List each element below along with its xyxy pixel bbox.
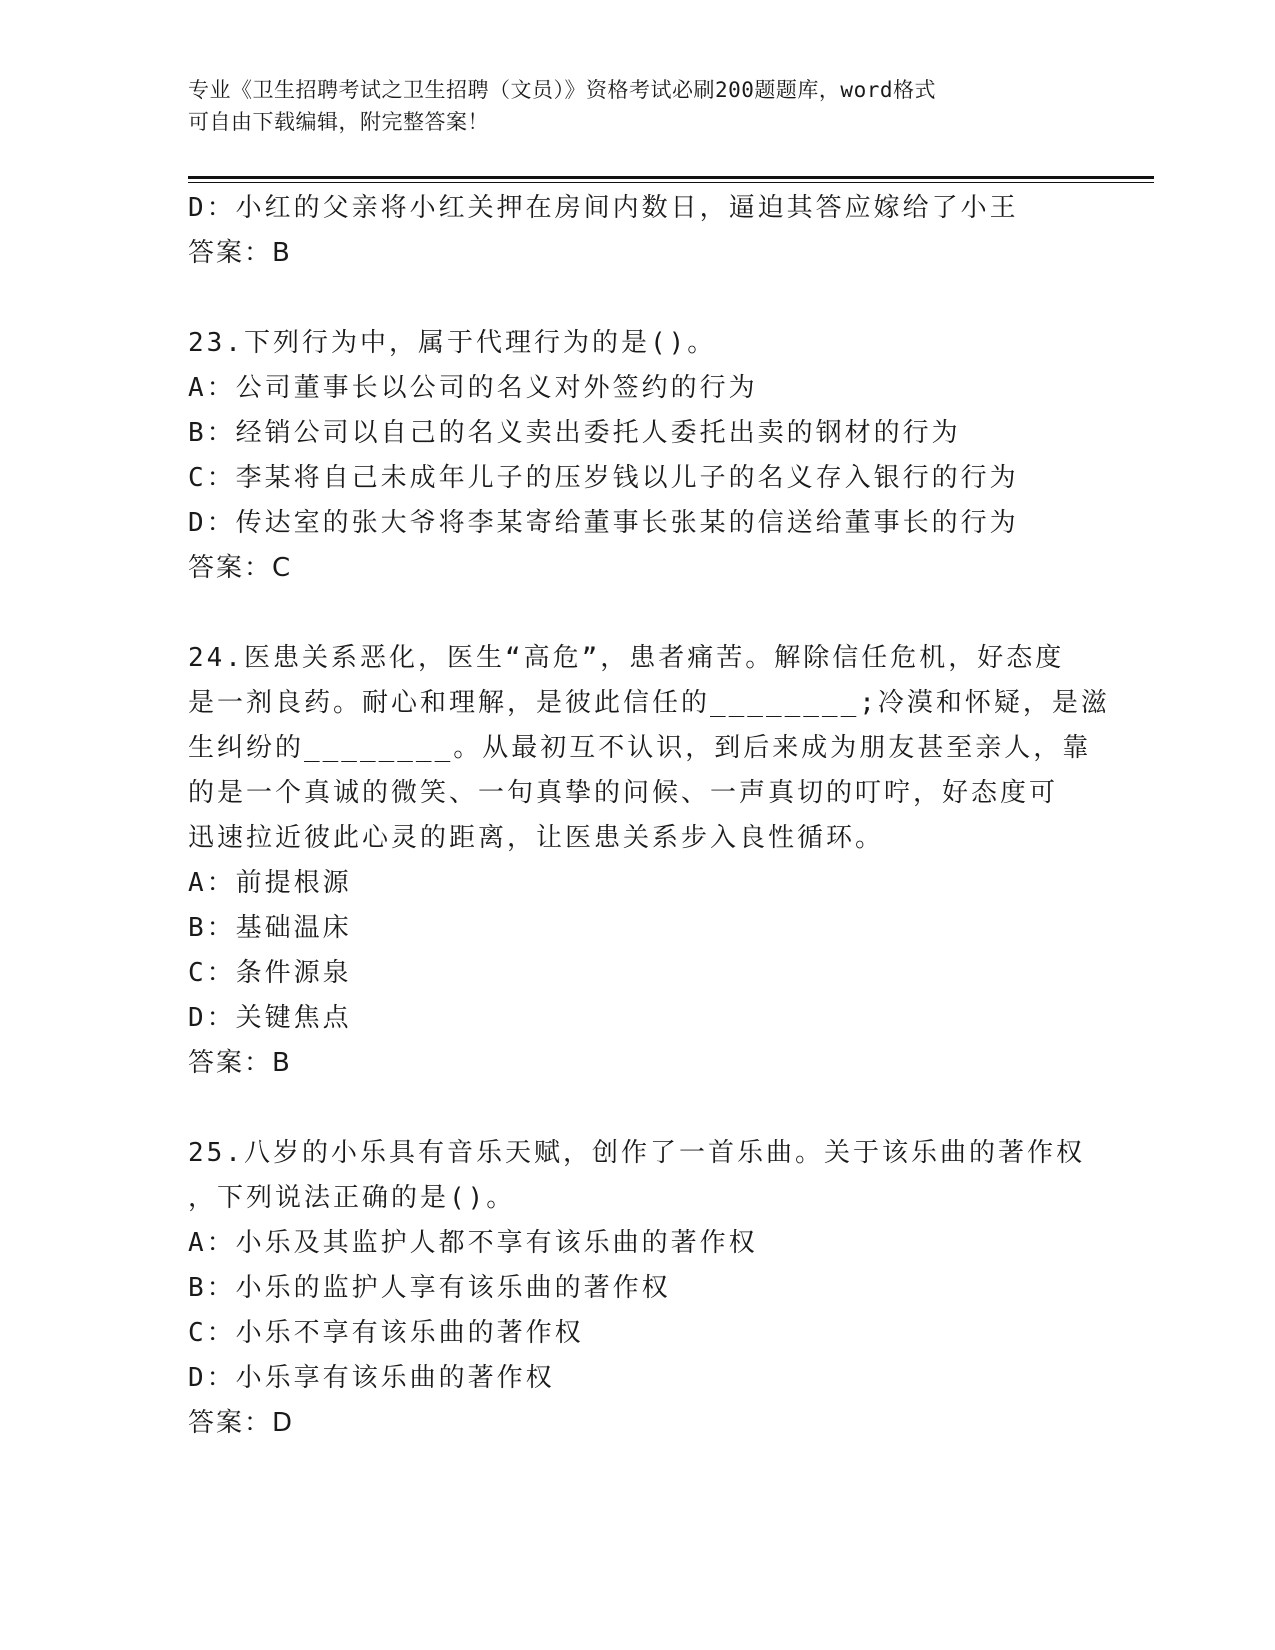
option-b: B：基础温床 [188,913,352,943]
header-divider-thick [188,176,1154,179]
question-23 [188,321,1088,591]
option-a: A：前提根源 [188,868,352,898]
option-d: D：小乐享有该乐曲的著作权 [188,1363,555,1393]
question-spacer [188,1086,1088,1131]
question-25 [188,1131,1088,1446]
option-c: C：条件源泉 [188,958,352,988]
document-header [188,74,1088,138]
question-stem-line: 迅速拉近彼此心灵的距离，让医患关系步入良性循环。 [188,823,885,853]
header-divider-thin [188,182,1154,183]
answer-line: 答案：B [188,1048,292,1078]
answer-line: 答案：D [188,1408,295,1438]
question-22-tail [188,186,1088,276]
question-spacer [188,276,1088,321]
question-spacer [188,591,1088,636]
question-stem-line: 是一剂良药。耐心和理解，是彼此信任的________;冷漠和怀疑，是滋 [188,688,1110,718]
question-content [188,186,1110,1446]
option-b: B：小乐的监护人享有该乐曲的著作权 [188,1273,671,1303]
question-stem-line: ，下列说法正确的是()。 [188,1183,516,1213]
question-stem-line: 24.医患关系恶化，医生“高危”，患者痛苦。解除信任危机，好态度 [188,643,1065,673]
question-stem-line: 的是一个真诚的微笑、一句真挚的问候、一声真切的叮咛，好态度可 [188,778,1059,808]
question-stem: 23.下列行为中，属于代理行为的是()。 [188,328,717,358]
answer-line: 答案：B [188,238,292,268]
option-b: B：经销公司以自己的名义卖出委托人委托出卖的钢材的行为 [188,418,961,448]
option-c: C：小乐不享有该乐曲的著作权 [188,1318,584,1348]
header-title-line-1: 专业《卫生招聘考试之卫生招聘（文员）》资格考试必刷200题题库，word格式 [188,78,936,102]
question-24 [188,636,1110,1086]
header-title-line-2: 可自由下载编辑，附完整答案！ [188,110,489,134]
question-stem-line: 生纠纷的________。从最初互不认识，到后来成为朋友甚至亲人，靠 [188,733,1092,763]
answer-line: 答案：C [188,553,293,583]
option-d: D：小红的父亲将小红关押在房间内数日，逼迫其答应嫁给了小王 [188,193,1019,223]
option-d: D：传达室的张大爷将李某寄给董事长张某的信送给董事长的行为 [188,508,1019,538]
option-d: D：关键焦点 [188,1003,352,1033]
option-c: C：李某将自己未成年儿子的压岁钱以儿子的名义存入银行的行为 [188,463,1019,493]
option-a: A：小乐及其监护人都不享有该乐曲的著作权 [188,1228,758,1258]
question-stem-line: 25.八岁的小乐具有音乐天赋，创作了一首乐曲。关于该乐曲的著作权 [188,1138,1085,1168]
option-a: A：公司董事长以公司的名义对外签约的行为 [188,373,758,403]
